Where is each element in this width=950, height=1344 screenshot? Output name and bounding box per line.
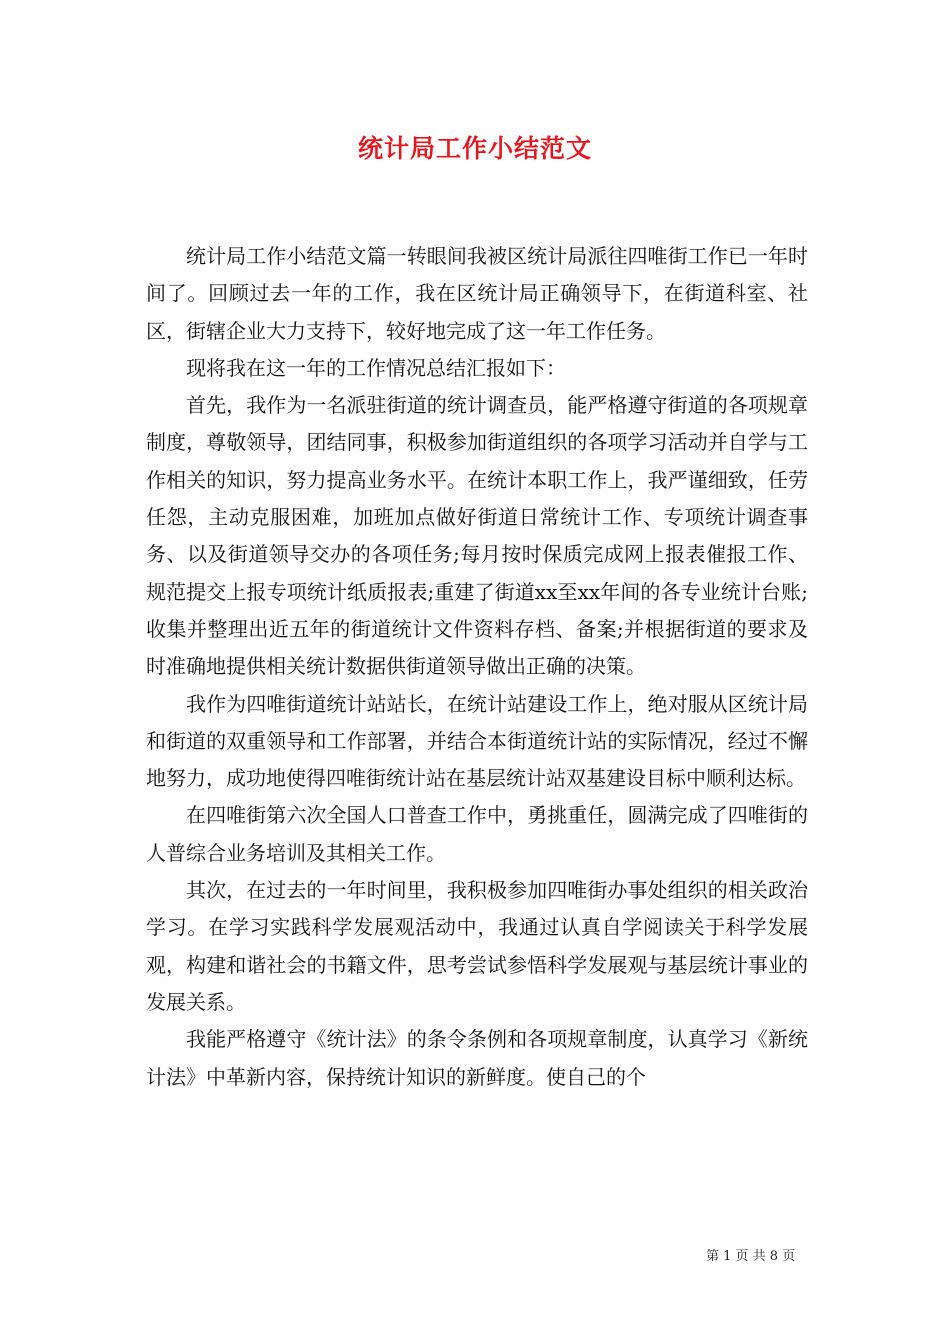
paragraph-report-lead: 现将我在这一年的工作情况总结汇报如下： (186, 355, 566, 380)
paragraph-census: 在四唯街第六次全国人口普查工作中，勇挑重任，圆满完成了四唯街的人普综合业务培训及其相关工作。 (146, 803, 808, 865)
page-number-footer: 第 1 页 共 8 页 (706, 1249, 796, 1264)
paragraph-statistics-law: 我能严格遵守《统计法》的条令条例和各项规章制度，认真学习《新统计法》中革新内容，保持统计知识的新鲜度。使自己的个 (146, 1027, 808, 1089)
document-title: 统计局工作小结范文 (357, 134, 592, 163)
paragraph-intro: 统计局工作小结范文篇一转眼间我被区统计局派往四唯街工作已一年时间了。回顾过去一年的工作，我在区统计局正确领导下，在街道科室、社区，街辖企业大力支持下，较好地完成了这一年工作任务。 (146, 244, 808, 343)
paragraph-second-point: 其次，在过去的一年时间里，我积极参加四唯街办事处组织的相关政治学习。在学习实践科学发展观活动中，我通过认真自学阅读关于科学发展观，构建和谐社会的书籍文件，思考尝试参悟科学发展观与基层统计事业的发展关系。 (146, 878, 808, 1014)
document-body (146, 238, 808, 1096)
paragraph-first-point: 首先，我作为一名派驻街道的统计调查员，能严格遵守街道的各项规章制度，尊敬领导，团结同事，积极参加街道组织的各项学习活动并自学与工作相关的知识，努力提高业务水平。在统计本职工作上，我严谨细致，任劳任怨，主动克服困难，加班加点做好街道日常统计工作、专项统计调查事务、以及街道领导交办的各项任务;每月按时保质完成网上报表催报工作、规范提交上报专项统计纸质报表;重建了街道xx至xx年间的各专业统计台账;收集并整理出近五年的街道统计文件资料存档、备案;并根据街道的要求及时准确地提供相关统计数据供街道领导做出正确的决策。 (146, 393, 808, 679)
paragraph-station-chief: 我作为四唯街道统计站站长，在统计站建设工作上，绝对服从区统计局和街道的双重领导和工作部署，并结合本街道统计站的实际情况，经过不懈地努力，成功地使得四唯街统计站在基层统计站双基建设目标中顺利达标。 (146, 691, 808, 791)
